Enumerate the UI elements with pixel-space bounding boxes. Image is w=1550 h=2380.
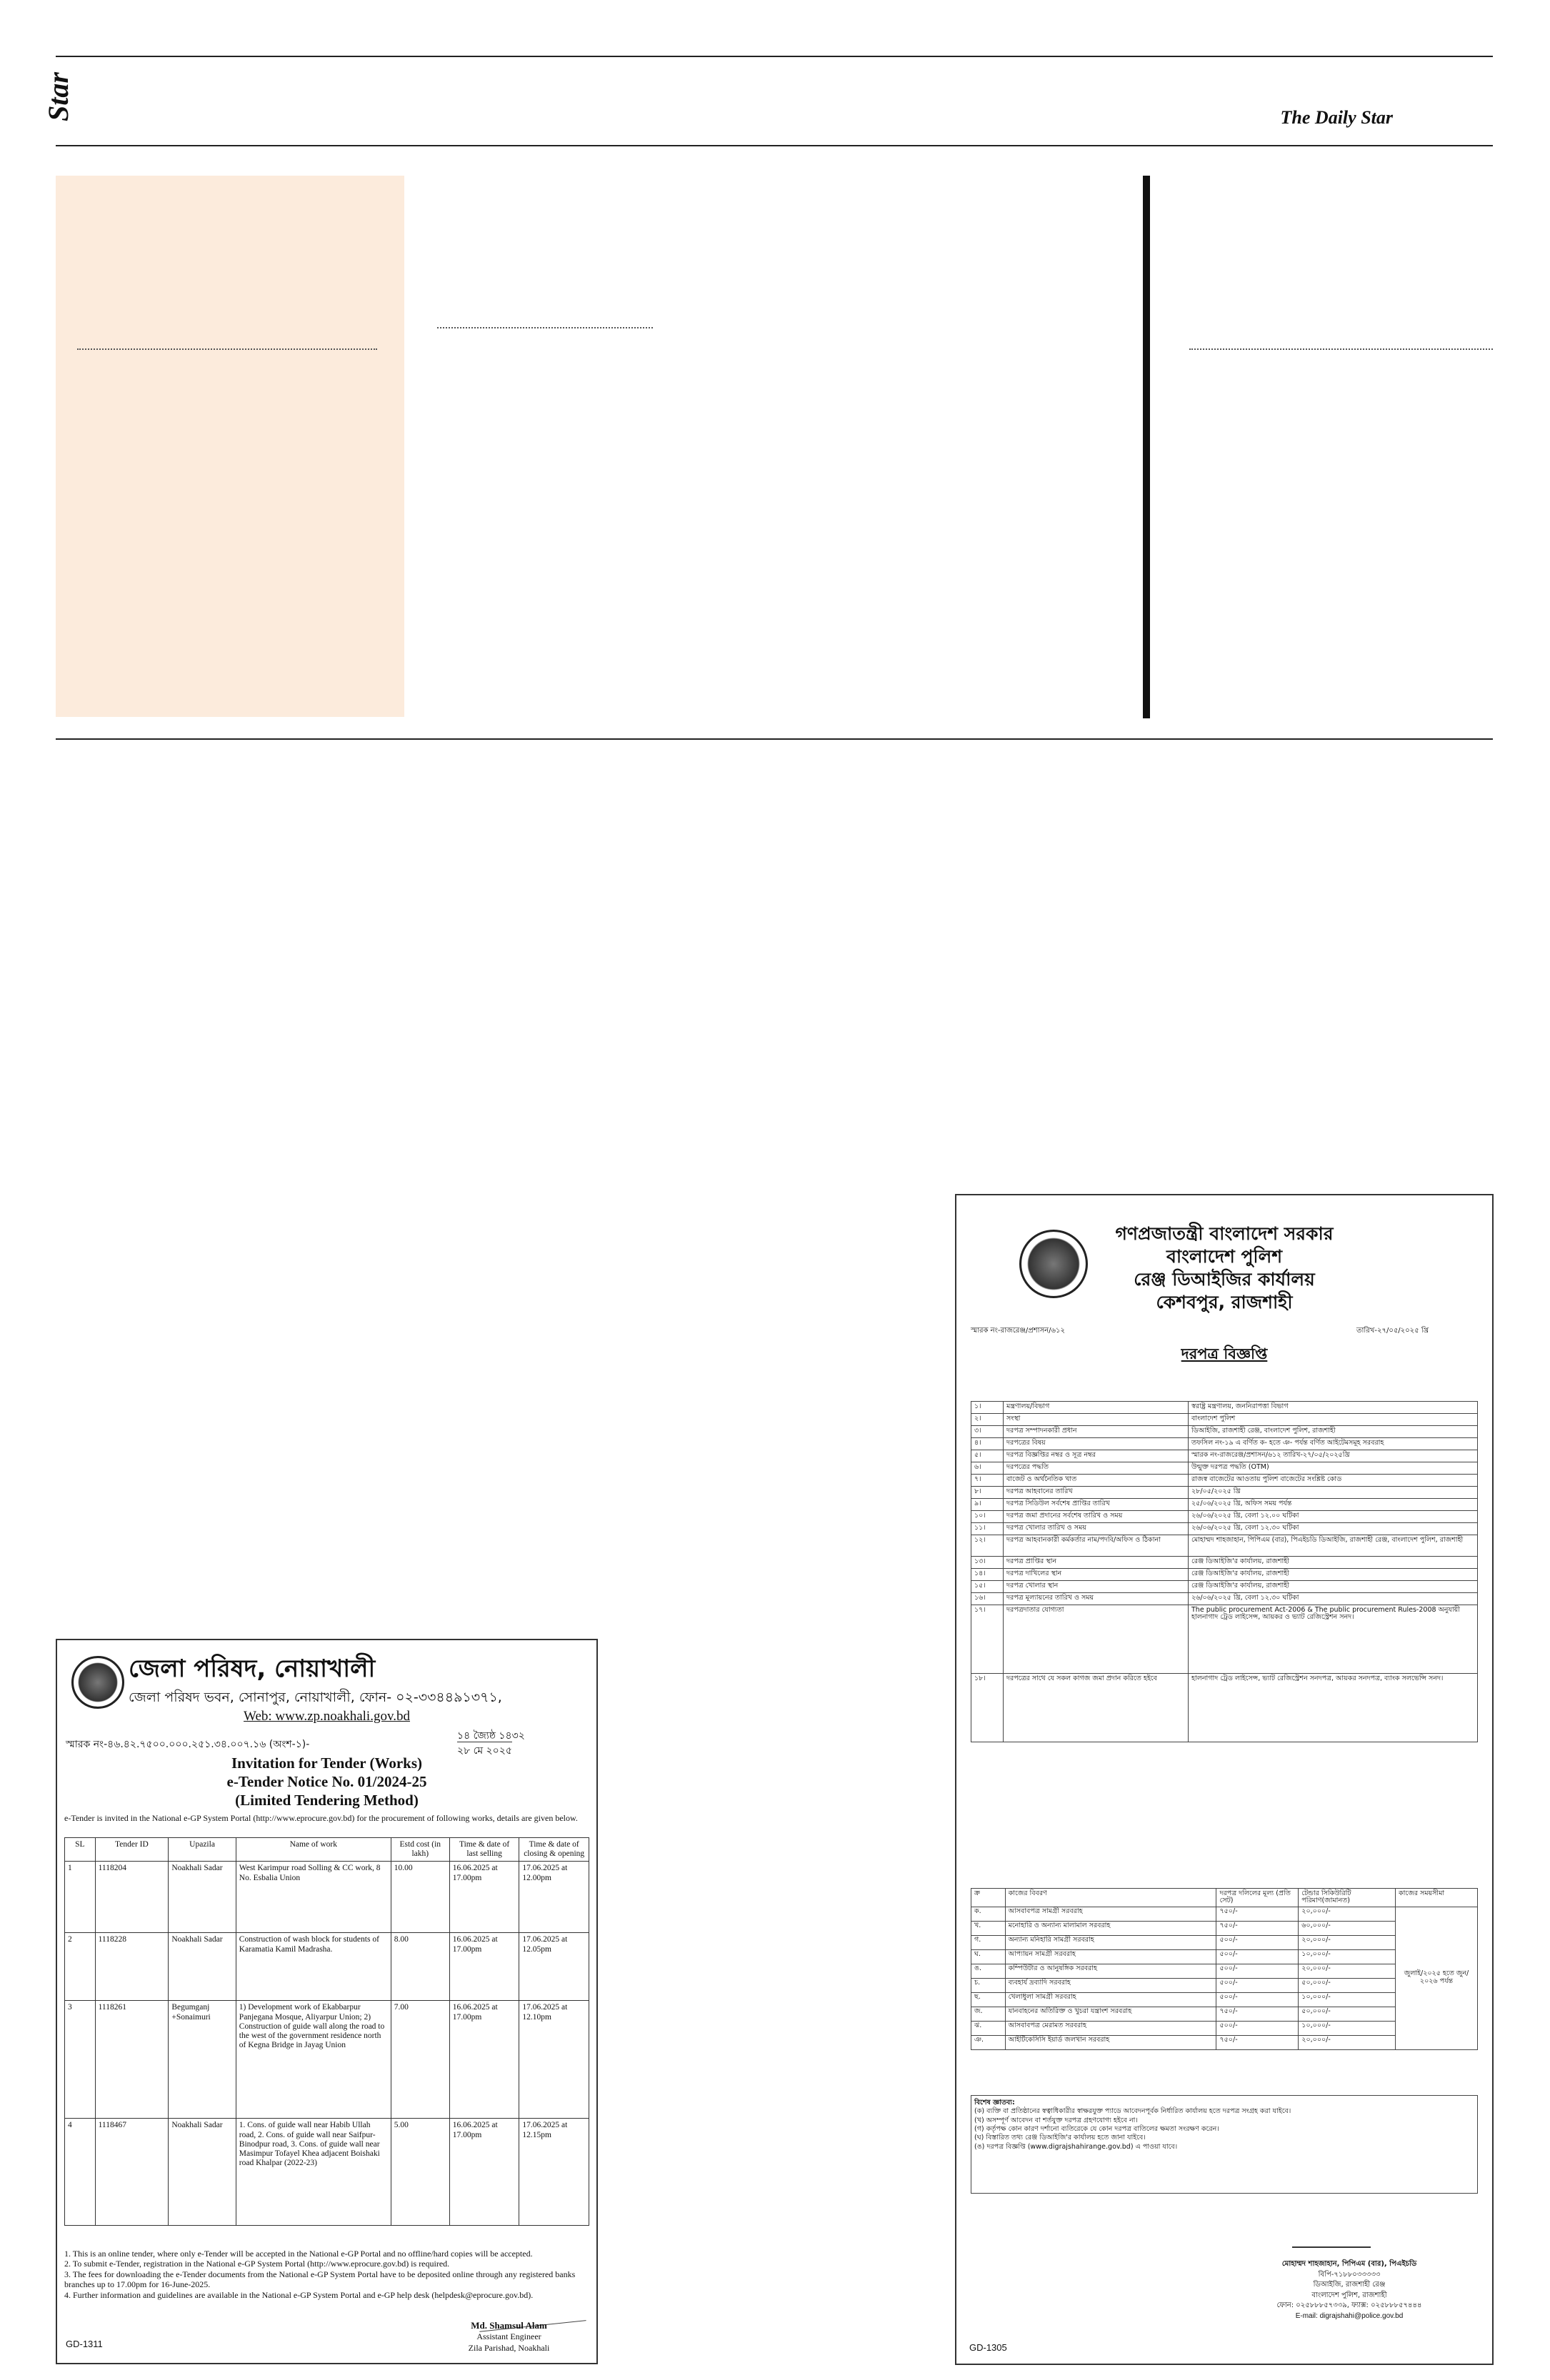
ad-left-date-en: ২৮ মে ২০২৫	[457, 1742, 512, 1759]
col-cost: Estd cost (in lakh)	[391, 1838, 449, 1862]
note-item: 3. The fees for downloading the e-Tender documents from the National e-GP System Portal have to be deposited online through any registered banks branches up to 17.00pm for 16-June-2025.	[64, 2269, 576, 2290]
cell-work: 1. Cons. of guide wall near Habib Ullah road, 2. Cons. of guide wall near Saifpur-Binodpur road, 3. Cons. of guide wall near Masimpur Tofayel Khea adjacent Boishaki road Khalpar (2022-23)	[236, 2119, 391, 2226]
cell-closing: 17.06.2025 at 12.15pm	[519, 2119, 589, 2226]
ad-code: GD-1311	[66, 2339, 103, 2349]
info-value: ২৬/০৬/২০২৫ খ্রি, বেলা ১২.৩০ ঘটিকা	[1189, 1593, 1478, 1605]
info-row	[971, 1414, 1478, 1426]
cell-id: 1118228	[95, 1933, 169, 2001]
ad-right-title: দরপত্র বিজ্ঞপ্তি	[1181, 1345, 1268, 1362]
top-rule	[56, 56, 1493, 57]
item-description: অন্যান্য মনিহারি সামগ্রী সরবরাহ	[1005, 1935, 1216, 1949]
item-description: আপ্যায়ন সামগ্রী সরবরাহ	[1005, 1949, 1216, 1964]
info-row	[971, 1475, 1478, 1487]
info-row	[971, 1557, 1478, 1569]
cell-id: 1118261	[95, 2001, 169, 2119]
special-notes-title: বিশেষ জ্ঞাতব্য:	[974, 2099, 1015, 2107]
info-key: দরপত্র সিডিউল সর্বশেষ প্রাপ্তির তারিখ	[1004, 1499, 1189, 1511]
info-value: রেঞ্জ ডিআইজি'র কার্যালয়, রাজশাহী	[1189, 1557, 1478, 1569]
item-security: ১০,০০০/-	[1299, 2021, 1396, 2035]
cell-sl: 3	[65, 2001, 96, 2119]
ad-right-header-3: রেঞ্জ ডিআইজির কার্যালয়	[1134, 1269, 1315, 1290]
item-description: আইটিকেসিসি ইয়ার্ড জলখান সরবরাহ	[1005, 2035, 1216, 2049]
item-description: আসবাবপত্র মেরামত সরবরাহ	[1005, 2021, 1216, 2035]
cell-selling: 16.06.2025 at 17.00pm	[449, 1933, 519, 2001]
col-upazila: Upazila	[169, 1838, 236, 1862]
cell-cost: 5.00	[391, 2119, 449, 2226]
item-serial: ক.	[971, 1907, 1006, 1921]
tender-table-header	[65, 1838, 589, 1862]
item-price: ৭৫০/-	[1216, 2035, 1299, 2049]
info-key: দরপত্র মূল্যায়নের তারিখ ও সময়	[1004, 1593, 1189, 1605]
item-security: ২০,০০০/-	[1299, 1907, 1396, 1921]
cell-id: 1118204	[95, 1862, 169, 1933]
cell-work: West Karimpur road Solling & CC work, 8 No. Esbalia Union	[236, 1862, 391, 1933]
ad-right-header-4: কেশবপুর, রাজশাহী	[1156, 1292, 1293, 1312]
info-serial: ১৩।	[971, 1557, 1004, 1569]
cell-selling: 16.06.2025 at 17.00pm	[449, 2119, 519, 2226]
ad-left-heading-1: Invitation for Tender (Works)	[231, 1754, 422, 1772]
info-serial: ১৪।	[971, 1569, 1004, 1581]
sidebar-divider	[77, 348, 377, 350]
info-row	[971, 1593, 1478, 1605]
cell-selling: 16.06.2025 at 17.00pm	[449, 2001, 519, 2119]
info-key: দরপত্র বিজ্ঞপ্তির নম্বর ও সূত্র নম্বর	[1004, 1450, 1189, 1462]
signer-id: বিপি-৭১৮৮০৩৩৩৩৩	[1318, 2270, 1381, 2279]
item-serial: ঞ.	[971, 2035, 1006, 2049]
item-security: ২০,০০০/-	[1299, 1964, 1396, 1978]
ad-left-date-bn: ১৪ জ্যৈষ্ঠ ১৪৩২	[457, 1730, 525, 1742]
special-note: (ঘ) বিস্তারিত তথ্য রেঞ্জ ডিআইজি'র কার্যালয় হতে জানা যাইবে।	[974, 2134, 1146, 2142]
item-price: ৫০০/-	[1216, 1978, 1299, 1992]
cell-sl: 1	[65, 1862, 96, 1933]
item-price: ৭৫০/-	[1216, 2007, 1299, 2021]
info-row	[971, 1569, 1478, 1581]
peach-sidebar-box	[56, 176, 404, 717]
info-value: ডিআইজি, রাজশাহী রেঞ্জ, বাংলাদেশ পুলিশ, রাজশাহী	[1189, 1426, 1478, 1438]
item-security: ১০,০০০/-	[1299, 1992, 1396, 2007]
cell-upazila: Begumganj +Sonaimuri	[169, 2001, 236, 2119]
info-serial: ৯।	[971, 1499, 1004, 1511]
info-key: সংস্থা	[1004, 1414, 1189, 1426]
info-row	[971, 1499, 1478, 1511]
items-header	[971, 1889, 1478, 1907]
info-row	[971, 1426, 1478, 1438]
item-security: ২০,০০০/-	[1299, 1935, 1396, 1949]
note-item: 1. This is an online tender, where only e-Tender will be accepted in the National e-GP Portal and no offline/hard copies will be accepted.	[64, 2249, 533, 2259]
column-divider	[437, 327, 653, 328]
info-row	[971, 1523, 1478, 1535]
item-price: ৫০০/-	[1216, 1964, 1299, 1978]
info-serial: ১৭।	[971, 1605, 1004, 1674]
info-serial: ৩।	[971, 1426, 1004, 1438]
info-serial: ২।	[971, 1414, 1004, 1426]
info-row	[971, 1605, 1478, 1674]
col-closing: Time & date of closing & opening	[519, 1838, 589, 1862]
info-row	[971, 1462, 1478, 1475]
item-security: ৫০,০০০/-	[1299, 2007, 1396, 2021]
info-key: বাজেট ও অর্থনৈতিক খাত	[1004, 1475, 1189, 1487]
info-value: ২৫/০৬/২০২৫ খ্রি, অফিস সময় পর্যন্ত	[1189, 1499, 1478, 1511]
item-serial: ঙ.	[971, 1964, 1006, 1978]
signer-office: Zila Parishad, Noakhali	[468, 2343, 550, 2353]
signer-title: ডিআইজি, রাজশাহী রেঞ্জ	[1313, 2281, 1386, 2289]
info-value: বাংলাদেশ পুলিশ	[1189, 1414, 1478, 1426]
item-serial: খ.	[971, 1921, 1006, 1935]
col-tender-id: Tender ID	[95, 1838, 169, 1862]
special-note: (ঙ) দরপত্র বিজ্ঞপ্তি (www.digrajshahirange.gov.bd) এ পাওয়া যাবে।	[974, 2142, 1178, 2151]
ad-left-address: জেলা পরিষদ ভবন, সোনাপুর, নোয়াখালী, ফোন- ০২-৩৩৪৪৯১৩৭১,	[129, 1689, 502, 1705]
col-description: কাজের বিবরণ	[1005, 1889, 1216, 1907]
info-key: দরপত্র দাখিলের স্থান	[1004, 1569, 1189, 1581]
item-row	[971, 1907, 1478, 1921]
table-row	[65, 2001, 589, 2119]
info-serial: ৭।	[971, 1475, 1004, 1487]
cell-closing: 17.06.2025 at 12.00pm	[519, 1862, 589, 1933]
info-serial: ১।	[971, 1402, 1004, 1414]
info-serial: ১২।	[971, 1535, 1004, 1557]
item-description: ব্যবহার্য দ্রব্যাদি সরবরাহ	[1005, 1978, 1216, 1992]
cell-selling: 16.06.2025 at 17.00pm	[449, 1862, 519, 1933]
info-value: স্মারক নং-রাজরেঞ্জ/প্রশাসন/৬১২ তারিখ-২৭/০৫/২০২৫খ্রি	[1189, 1450, 1478, 1462]
cell-cost: 8.00	[391, 1933, 449, 2001]
info-key: দরপত্র সম্পাদনকারী প্রধান	[1004, 1426, 1189, 1438]
info-value: The public procurement Act-2006 & The public procurement Rules-2008 অনুযায়ী হালনাগাদ ট্রেড লাইসেন্স, আয়কর ও ভ্যাট রেজিস্ট্রেশন সনদ।	[1189, 1605, 1478, 1674]
col-security: টেন্ডার সিকিউরিটি পরিমাণ(জামানত)	[1299, 1889, 1396, 1907]
item-security: ৫০,০০০/-	[1299, 1978, 1396, 1992]
item-description: আসবাবপত্র সামগ্রী সরবরাহ	[1005, 1907, 1216, 1921]
info-row	[971, 1511, 1478, 1523]
col-duration: কাজের সময়সীমা	[1395, 1889, 1477, 1907]
special-note: (গ) কর্তৃপক্ষ কোন কারণ দর্শানো ব্যতিরেকে যে কোন দরপত্র বাতিলের ক্ষমতা সংরক্ষণ করেন।	[974, 2125, 1219, 2134]
table-row	[65, 2119, 589, 2226]
signer-name: Md. Shamsul Alam	[471, 2320, 547, 2331]
info-key: দরপত্র জমা প্রদানের সর্বশেষ তারিখ ও সময়	[1004, 1511, 1189, 1523]
cell-work: Construction of wash block for students of Karamatia Kamil Madrasha.	[236, 1933, 391, 2001]
item-price: ৭৫০/-	[1216, 1921, 1299, 1935]
signer-name: মোহাম্মদ শাহজাহান, পিপিএম (বার), পিএইচডি	[1281, 2260, 1417, 2268]
info-value: রেঞ্জ ডিআইজি'র কার্যালয়, রাজশাহী	[1189, 1569, 1478, 1581]
info-value: মোহাম্মদ শাহজাহান, পিপিএম (বার), পিএইচডি ডিআইজি, রাজশাহী রেঞ্জ, বাংলাদেশ পুলিশ, রাজশাহী	[1189, 1535, 1478, 1557]
item-price: ৫০০/-	[1216, 2021, 1299, 2035]
signer-title: Assistant Engineer	[476, 2331, 541, 2341]
info-value: রাজস্ব বাজেটের আওতায় পুলিশ বাজেটের সংশ্লিষ্ট কোড	[1189, 1475, 1478, 1487]
signer-email: E-mail: digrajshahi@police.gov.bd	[1295, 2311, 1404, 2320]
item-price: ৫০০/-	[1216, 1935, 1299, 1949]
info-key: দরপত্রের সাথে যে সকল কাগজ জমা প্রদান করিতে হইবে	[1004, 1674, 1189, 1742]
special-note: (ক) ব্যক্তি বা প্রতিষ্ঠানের স্বত্বাধিকারীর স্বাক্ষরযুক্ত প্যাডে আবেদনপূর্বক নির্ধারিত কার্যালয় হতে দরপত্র সংগ্রহ করা যাইবে।	[974, 2107, 1291, 2116]
cell-cost: 7.00	[391, 2001, 449, 2119]
info-value: তফসিল নং-১৯ এ বর্ণিত ক- হতে ঞ- পর্যন্ত বর্ণিত আইটেমসমূহ সরবরাহ	[1189, 1438, 1478, 1450]
info-row	[971, 1438, 1478, 1450]
item-description: যানবাহনের অতিরিক্ত ও খুচরা যন্ত্রাংশ সরবরাহ	[1005, 2007, 1216, 2021]
info-row	[971, 1535, 1478, 1557]
star-logo: Star	[42, 72, 74, 121]
info-value: স্বরাষ্ট্র মন্ত্রণালয়, জননিরাপত্তা বিভাগ	[1189, 1402, 1478, 1414]
info-row	[971, 1581, 1478, 1593]
info-serial: ১৬।	[971, 1593, 1004, 1605]
col-serial: ক্র	[971, 1889, 1006, 1907]
cell-cost: 10.00	[391, 1862, 449, 1933]
item-duration: জুলাই/২০২৫ হতে জুন/২০২৬ পর্যন্ত	[1395, 1907, 1477, 2049]
item-security: ১০,০০০/-	[1299, 1949, 1396, 1964]
info-serial: ৮।	[971, 1487, 1004, 1499]
col-sl: SL	[65, 1838, 96, 1862]
signature-mark	[1292, 2218, 1371, 2248]
table-row	[65, 1933, 589, 2001]
masthead-rule	[56, 145, 1493, 146]
zila-parishad-emblem-icon	[71, 1656, 124, 1709]
info-key: দরপত্রের পদ্ধতি	[1004, 1462, 1189, 1475]
item-price: ৫০০/-	[1216, 1949, 1299, 1964]
item-serial: জ.	[971, 2007, 1006, 2021]
info-value: ২৬/০৬/২০২৫ খ্রি, বেলা ১২.৩০ ঘটিকা	[1189, 1523, 1478, 1535]
cell-sl: 4	[65, 2119, 96, 2226]
cell-work: 1) Development work of Ekabbarpur Panjegana Mosque, Aliyarpur Union; 2) Construction of guide wall along the road to the west of the government residence north of Kegna Bridge in Jayag Union	[236, 2001, 391, 2119]
section-rule	[56, 738, 1493, 740]
info-serial: ৪।	[971, 1438, 1004, 1450]
info-serial: ১৫।	[971, 1581, 1004, 1593]
info-row	[971, 1674, 1478, 1742]
noakhali-tender-ad	[56, 1639, 598, 2364]
cell-sl: 2	[65, 1933, 96, 2001]
brand-name: The Daily Star	[1280, 107, 1393, 128]
ad-left-memo: স্মারক নং-৪৬.৪২.৭৫০০.০০০.২৫১.৩৪.০০৭.১৬ (অংশ-১)-	[66, 1739, 310, 1750]
item-price: ৫০০/-	[1216, 1992, 1299, 2007]
note-item: 2. To submit e-Tender, registration in the National e-GP System Portal (http://www.eprocure.gov.bd) is required.	[64, 2259, 450, 2269]
ad-left-heading-2: e-Tender Notice No. 01/2024-25	[226, 1773, 427, 1790]
cell-closing: 17.06.2025 at 12.10pm	[519, 2001, 589, 2119]
info-key: দরপত্র আহবানকারী কর্মকর্তার নাম/পদবি/অফিস ও ঠিকানা	[1004, 1535, 1189, 1557]
item-serial: গ.	[971, 1935, 1006, 1949]
ad-left-intro: e-Tender is invited in the National e-GP System Portal (http://www.eprocure.gov.bd) for the procurement of following works, details are given below.	[64, 1813, 578, 1823]
item-security: ২০,০০০/-	[1299, 2035, 1396, 2049]
ad-left-notes	[64, 2249, 589, 2300]
item-description: খেলাধুলা সামগ্রী সরবরাহ	[1005, 1992, 1216, 2007]
ad-right-signer	[1228, 2259, 1471, 2321]
info-row	[971, 1450, 1478, 1462]
info-row	[971, 1402, 1478, 1414]
item-serial: ছ.	[971, 1992, 1006, 2007]
item-serial: ঝ.	[971, 2021, 1006, 2035]
rajshahi-police-tender-ad	[955, 1194, 1494, 2365]
info-serial: ৬।	[971, 1462, 1004, 1475]
info-serial: ১০।	[971, 1511, 1004, 1523]
ad-right-date: তারিখ-২৭/০৫/২০২৫ খ্রি	[1356, 1327, 1429, 1335]
cell-closing: 17.06.2025 at 12.05pm	[519, 1933, 589, 2001]
ad-code: GD-1305	[969, 2342, 1007, 2353]
col-work: Name of work	[236, 1838, 391, 1862]
ad-left-title: জেলা পরিষদ, নোয়াখালী	[129, 1655, 376, 1683]
info-value: রেঞ্জ ডিআইজি'র কার্যালয়, রাজশাহী	[1189, 1581, 1478, 1593]
item-security: ৬০,০০০/-	[1299, 1921, 1396, 1935]
cell-id: 1118467	[95, 2119, 169, 2226]
info-key: মন্ত্রণালয়/বিভাগ	[1004, 1402, 1189, 1414]
info-serial: ১৮।	[971, 1674, 1004, 1742]
col-selling: Time & date of last selling	[449, 1838, 519, 1862]
info-serial: ১১।	[971, 1523, 1004, 1535]
ad-right-memo: স্মারক নং-রাজরেঞ্জ/প্রশাসন/৬১২	[971, 1327, 1066, 1335]
special-note: (খ) অসম্পূর্ণ আবেদন বা শর্তযুক্ত দরপত্র গ্রহণযোগ্য হইবে না।	[974, 2116, 1138, 2124]
ad-left-web: Web: www.zp.noakhali.gov.bd	[244, 1709, 410, 1724]
info-key: দরপত্রদাতার যোগ্যতা	[1004, 1605, 1189, 1674]
info-value: হালনাগাদ ট্রেড লাইসেন্স, ভ্যাট রেজিস্ট্রেশন সনদপত্র, আয়কর সনদপত্র, ব্যাংক সলভেন্সি সনদ।	[1189, 1674, 1478, 1742]
right-divider	[1189, 348, 1493, 350]
cell-upazila: Noakhali Sadar	[169, 1862, 236, 1933]
special-notes	[971, 2095, 1478, 2194]
item-description: কম্পিউটার ও আনুষঙ্গিক সরবরাহ	[1005, 1964, 1216, 1978]
tender-items-table	[971, 1888, 1478, 2050]
info-key: দরপত্র আহবানের তারিখ	[1004, 1487, 1189, 1499]
info-serial: ৫।	[971, 1450, 1004, 1462]
table-row	[65, 1862, 589, 1933]
signer-phone: ফোন: ০২৫৮৮৮৫৭৩৩৯, ফ্যাক্স: ০২৫৮৮৮৫৭৪৪৪	[1276, 2301, 1422, 2309]
tender-info-table	[971, 1401, 1478, 1742]
info-key: দরপত্র খোলার তারিখ ও সময়	[1004, 1523, 1189, 1535]
cell-upazila: Noakhali Sadar	[169, 2119, 236, 2226]
ad-left-heading-3: (Limited Tendering Method)	[235, 1792, 419, 1809]
column-separator	[1143, 176, 1150, 718]
item-serial: ঘ.	[971, 1949, 1006, 1964]
info-key: দরপত্রের বিষয়	[1004, 1438, 1189, 1450]
item-serial: চ.	[971, 1978, 1006, 1992]
info-key: দরপত্র প্রাপ্তির স্থান	[1004, 1557, 1189, 1569]
info-value: ২৬/০৬/২০২৫ খ্রি, বেলা ১২.০০ ঘটিকা	[1189, 1511, 1478, 1523]
item-description: মনোহারি ও অন্যান্য মালামাল সরবরাহ	[1005, 1921, 1216, 1935]
note-item: 4. Further information and guidelines are available in the National e-GP System Portal and e-GP help desk (helpdesk@eprocure.gov.bd).	[64, 2289, 534, 2300]
info-row	[971, 1487, 1478, 1499]
tender-table	[64, 1837, 589, 2226]
ad-right-header-1: গণপ্রজাতন্ত্রী বাংলাদেশ সরকার	[1115, 1223, 1334, 1244]
info-value: ২৮/০৫/২০২৫ খ্রি	[1189, 1487, 1478, 1499]
ad-right-header-2: বাংলাদেশ পুলিশ	[1166, 1246, 1283, 1267]
info-value: উন্মুক্ত দরপত্র পদ্ধতি (OTM)	[1189, 1462, 1478, 1475]
item-price: ৭৫০/-	[1216, 1907, 1299, 1921]
cell-upazila: Noakhali Sadar	[169, 1933, 236, 2001]
signer-org: বাংলাদেশ পুলিশ, রাজশাহী	[1311, 2291, 1387, 2299]
col-price: দরপত্র দলিলের মূল্য (প্রতি সেট)	[1216, 1889, 1299, 1907]
info-key: দরপত্র খোলার স্থান	[1004, 1581, 1189, 1593]
